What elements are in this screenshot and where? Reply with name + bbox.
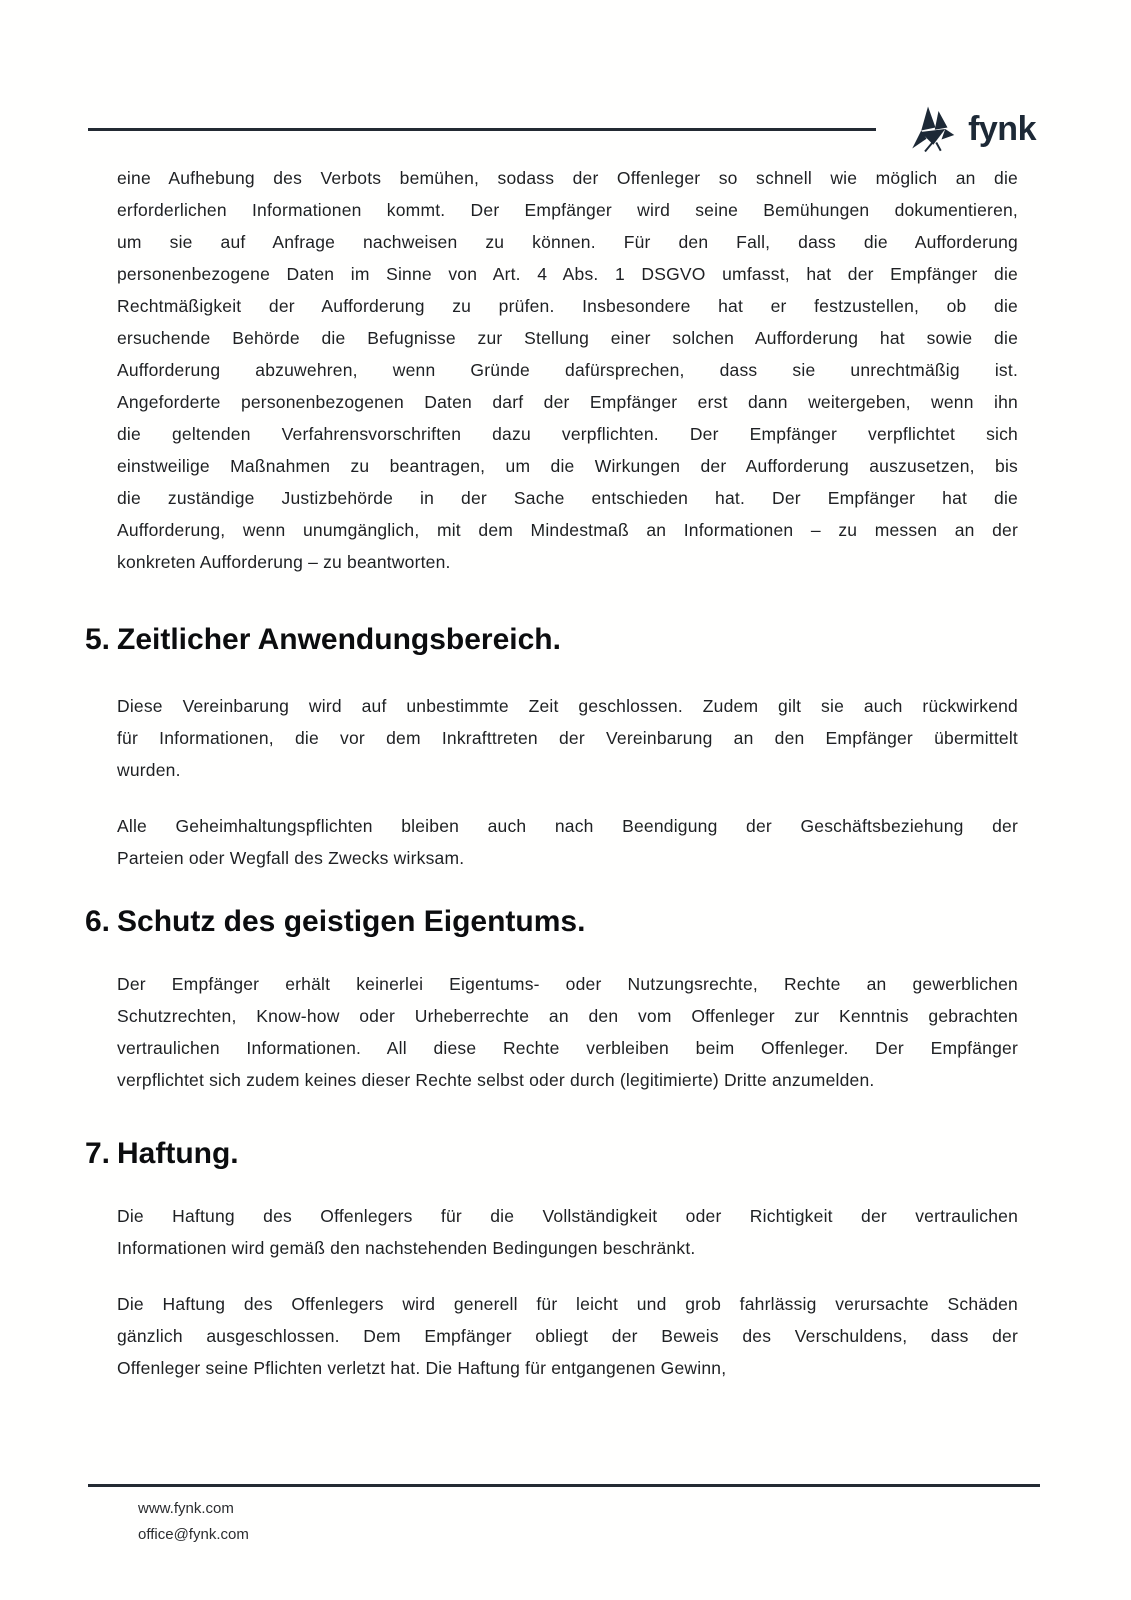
paragraph-line: konkreten Aufforderung – zu beantworten. (117, 552, 451, 572)
page-footer (88, 1484, 1040, 1548)
paragraph-line: ersuchende Behörde die Befugnisse zur Stellung einer solchen Aufforderung hat sowie die (117, 328, 1018, 348)
section-heading-6 (85, 904, 1018, 940)
paragraph-line: Informationen wird gemäß den nachstehenden Bedingungen beschränkt. (117, 1238, 696, 1258)
section-heading-7 (85, 1136, 1018, 1172)
paragraph-line: Diese Vereinbarung wird auf unbestimmte Zeit geschlossen. Zudem gilt sie auch rückwirkend (117, 696, 1018, 716)
paragraph (117, 1200, 1018, 1264)
paragraph-line: die zuständige Justizbehörde in der Sache entschieden hat. Der Empfänger hat die (117, 488, 1018, 508)
paragraph-line: Rechtmäßigkeit der Aufforderung zu prüfen. Insbesondere hat er festzustellen, ob die (117, 296, 1018, 316)
paragraph-line: erforderlichen Informationen kommt. Der Empfänger wird seine Bemühungen dokumentieren, (117, 200, 1018, 220)
header-rule (88, 128, 876, 131)
brand-wordmark: fynk (968, 109, 1036, 148)
paragraph-line: die geltenden Verfahrensvorschriften dazu verpflichten. Der Empfänger verpflichtet sich (117, 424, 1018, 444)
paragraph-line: Aufforderung abzuwehren, wenn Gründe dafürsprechen, dass sie unrechtmäßig ist. (117, 360, 1018, 380)
paragraph-line: Offenleger seine Pflichten verletzt hat. Die Haftung für entgangenen Gewinn, (117, 1358, 727, 1378)
footer-email: office@fynk.com (138, 1526, 249, 1543)
paragraph-line: Parteien oder Wegfall des Zwecks wirksam. (117, 848, 465, 868)
footer-website: www.fynk.com (138, 1500, 234, 1517)
page-header (88, 98, 1036, 160)
fynk-logo (910, 105, 1036, 153)
paragraph-line: personenbezogene Daten im Sinne von Art. 4 Abs. 1 DSGVO umfasst, hat der Empfänger die (117, 264, 1018, 284)
section-number: 6. (85, 905, 111, 938)
paragraph-line: für Informationen, die vor dem Inkrafttreten der Vereinbarung an den Empfänger übermittelt (117, 728, 1018, 748)
section-title: Haftung. (117, 1137, 239, 1170)
paragraph-line: einstweilige Maßnahmen zu beantragen, um die Wirkungen der Aufforderung auszusetzen, bis (117, 456, 1018, 476)
paragraph-line: gänzlich ausgeschlossen. Dem Empfänger obliegt der Beweis des Verschuldens, dass der (117, 1326, 1018, 1346)
paragraph-line: eine Aufhebung des Verbots bemühen, sodass der Offenleger so schnell wie möglich an die (117, 168, 1018, 188)
origami-crane-icon (910, 105, 958, 153)
paragraph-line: um sie auf Anfrage nachweisen zu können. Für den Fall, dass die Aufforderung (117, 232, 1018, 252)
paragraph-line: wurden. (117, 760, 181, 780)
paragraph-line: Die Haftung des Offenlegers wird generell für leicht und grob fahrlässig verursachte Schäden (117, 1294, 1018, 1314)
paragraph (117, 968, 1018, 1096)
section-title: Schutz des geistigen Eigentums. (117, 905, 586, 938)
paragraph (117, 810, 1018, 874)
paragraph-line: verpflichtet sich zudem keines dieser Rechte selbst oder durch (legitimierte) Dritte anzumelden. (117, 1070, 875, 1090)
section-heading-5 (85, 622, 1018, 658)
paragraph (117, 1288, 1018, 1384)
paragraph-line: Aufforderung, wenn unumgänglich, mit dem Mindestmaß an Informationen – zu messen an der (117, 520, 1018, 540)
paragraph-line: Die Haftung des Offenlegers für die Vollständigkeit oder Richtigkeit der vertraulichen (117, 1206, 1018, 1226)
section-number: 5. (85, 623, 111, 656)
document-body (85, 162, 1018, 1384)
paragraph-line: Schutzrechten, Know-how oder Urheberrechte an den vom Offenleger zur Kenntnis gebrachten (117, 1006, 1018, 1026)
paragraph-line: Alle Geheimhaltungspflichten bleiben auch nach Beendigung der Geschäftsbeziehung der (117, 816, 1018, 836)
section-title: Zeitlicher Anwendungsbereich. (117, 623, 561, 656)
paragraph (117, 162, 1018, 578)
section-number: 7. (85, 1137, 111, 1170)
paragraph (117, 690, 1018, 786)
paragraph-line: Angeforderte personenbezogenen Daten darf der Empfänger erst dann weitergeben, wenn ihn (117, 392, 1018, 412)
paragraph-line: Der Empfänger erhält keinerlei Eigentums- oder Nutzungsrechte, Rechte an gewerblichen (117, 974, 1018, 994)
footer-rule (88, 1484, 1040, 1487)
paragraph-line: vertraulichen Informationen. All diese Rechte verbleiben beim Offenleger. Der Empfänger (117, 1038, 1018, 1058)
